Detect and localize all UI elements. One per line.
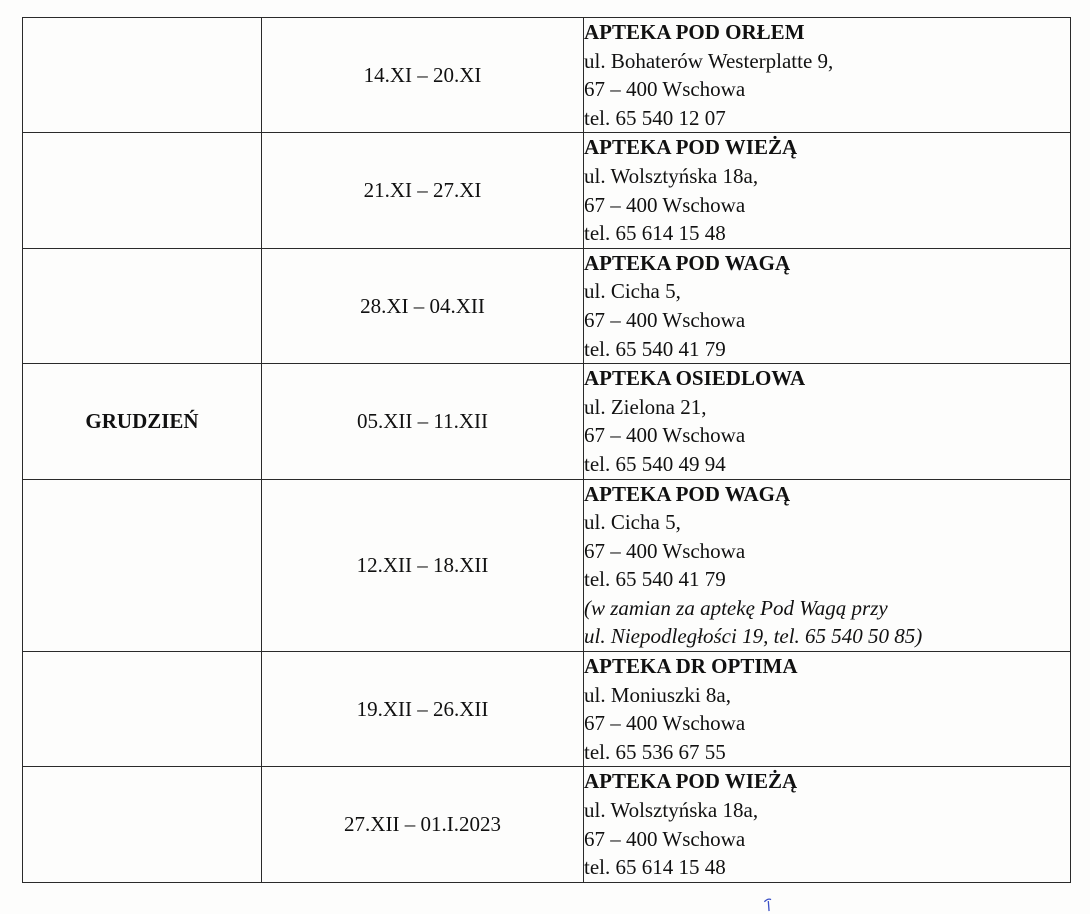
pharmacy-name: APTEKA DR OPTIMA (584, 654, 798, 679)
pharmacy-note: ul. Niepodległości 19, tel. 65 540 50 85) (584, 624, 923, 649)
month-cell (23, 767, 262, 882)
pharmacy-phone: tel. 65 540 49 94 (584, 451, 726, 476)
pharmacy-cell (584, 767, 1071, 882)
table-row (23, 652, 1071, 767)
pharmacy-city: 67 – 400 Wschowa (584, 307, 746, 332)
month-cell (23, 133, 262, 248)
pharmacy-duty-schedule-table (22, 17, 1071, 883)
pharmacy-phone: tel. 65 536 67 55 (584, 739, 726, 764)
pharmacy-phone: tel. 65 614 15 48 (584, 855, 726, 880)
pharmacy-street: ul. Cicha 5, (584, 279, 681, 304)
pharmacy-phone: tel. 65 614 15 48 (584, 221, 726, 246)
table-row (23, 248, 1071, 363)
period-cell: 19.XII – 26.XII (262, 652, 584, 767)
period-cell: 28.XI – 04.XII (262, 248, 584, 363)
table-row (23, 133, 1071, 248)
pharmacy-city: 67 – 400 Wschowa (584, 192, 746, 217)
table-row (23, 767, 1071, 882)
pharmacy-phone: tel. 65 540 12 07 (584, 105, 726, 130)
table-row (23, 479, 1071, 652)
month-cell (23, 18, 262, 133)
month-cell (23, 479, 262, 652)
period-cell: 21.XI – 27.XI (262, 133, 584, 248)
month-cell: GRUDZIEŃ (23, 364, 262, 479)
pharmacy-city: 67 – 400 Wschowa (584, 538, 746, 563)
pharmacy-city: 67 – 400 Wschowa (584, 711, 746, 736)
pharmacy-cell (584, 133, 1071, 248)
period-cell: 05.XII – 11.XII (262, 364, 584, 479)
month-cell (23, 248, 262, 363)
pharmacy-city: 67 – 400 Wschowa (584, 423, 746, 448)
pharmacy-cell (584, 364, 1071, 479)
pharmacy-name: APTEKA OSIEDLOWA (584, 366, 806, 391)
pharmacy-name: APTEKA POD WIEŻĄ (584, 135, 798, 160)
pharmacy-cell (584, 479, 1071, 652)
pen-mark-icon (762, 897, 776, 913)
pharmacy-cell (584, 18, 1071, 133)
pharmacy-name: APTEKA POD ORŁEM (584, 20, 805, 44)
pharmacy-street: ul. Moniuszki 8a, (584, 682, 731, 707)
table-row (23, 364, 1071, 479)
pharmacy-name: APTEKA POD WAGĄ (584, 250, 791, 275)
table-row (23, 18, 1071, 133)
pharmacy-name: APTEKA POD WAGĄ (584, 481, 791, 506)
pharmacy-cell (584, 652, 1071, 767)
month-cell (23, 652, 262, 767)
pharmacy-street: ul. Zielona 21, (584, 394, 707, 419)
pharmacy-phone: tel. 65 540 41 79 (584, 567, 726, 592)
pharmacy-city: 67 – 400 Wschowa (584, 77, 746, 102)
pharmacy-street: ul. Wolsztyńska 18a, (584, 163, 759, 188)
pharmacy-street: ul. Bohaterów Westerplatte 9, (584, 48, 834, 73)
period-cell: 14.XI – 20.XI (262, 18, 584, 133)
pharmacy-phone: tel. 65 540 41 79 (584, 336, 726, 361)
pharmacy-note: (w zamian za aptekę Pod Wagą przy (584, 595, 888, 620)
period-cell: 12.XII – 18.XII (262, 479, 584, 652)
period-cell: 27.XII – 01.I.2023 (262, 767, 584, 882)
pharmacy-street: ul. Cicha 5, (584, 510, 681, 535)
pharmacy-name: APTEKA POD WIEŻĄ (584, 769, 798, 794)
pharmacy-city: 67 – 400 Wschowa (584, 826, 746, 851)
pharmacy-street: ul. Wolsztyńska 18a, (584, 798, 759, 823)
pharmacy-cell (584, 248, 1071, 363)
